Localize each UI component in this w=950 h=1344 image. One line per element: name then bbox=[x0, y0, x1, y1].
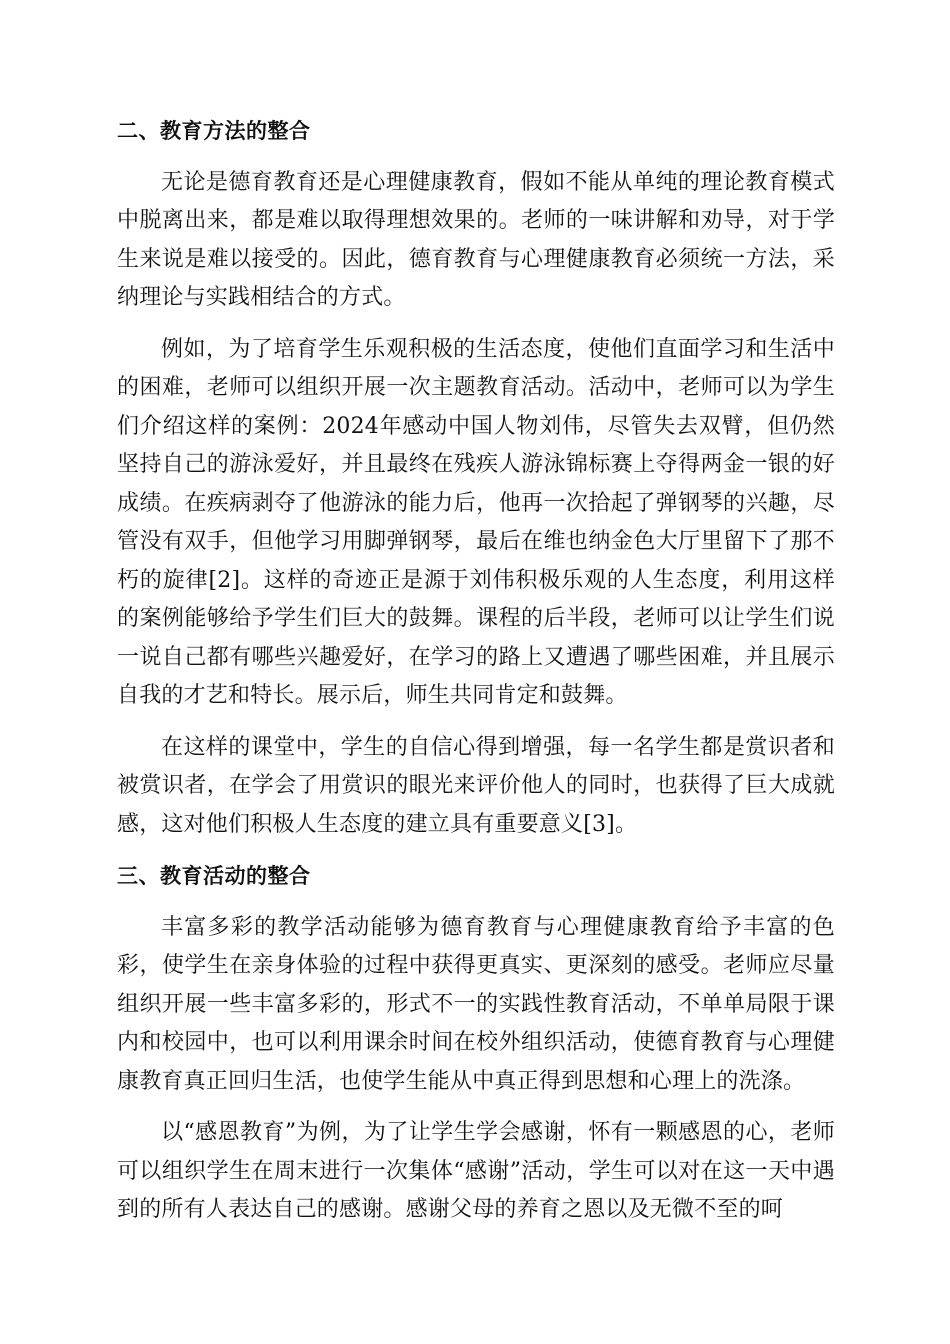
section-heading-teaching-activities: 三、教育活动的整合 bbox=[117, 864, 311, 888]
document-body bbox=[117, 112, 835, 1243]
paragraph-activities-example: 以“感恩教育”为例，为了让学生学会感谢，怀有一颗感恩的心，老师可以组织学生在周末进行一次集体“感谢”活动，学生可以对在这一天中遇到的所有人表达自己的感谢。感谢父母的养育之恩以及无微不至的呵 bbox=[117, 1120, 835, 1222]
paragraph-methods-example: 例如，为了培育学生乐观积极的生活态度，使他们直面学习和生活中的困难，老师可以组织开展一次主题教育活动。活动中，老师可以为学生们介绍这样的案例：2024年感动中国人物刘伟，尽管失去双臂，但仍然坚持自己的游泳爱好，并且最终在残疾人游泳锦标赛上夺得两金一银的好成绩。在疾病剥夺了他游泳的能力后，他再一次拾起了弹钢琴的兴趣，尽管没有双手，但他学习用脚弹钢琴，最后在维也纳金色大厅里留下了那不朽的旋律[2]。这样的奇迹正是源于刘伟积极乐观的人生态度，利用这样的案例能够给予学生们巨大的鼓舞。课程的后半段，老师可以让学生们说一说自己都有哪些兴趣爱好，在学习的路上又遭遇了哪些困难，并且展示自我的才艺和特长。展示后，师生共同肯定和鼓舞。 bbox=[117, 336, 835, 708]
paragraph-activities-intro: 丰富多彩的教学活动能够为德育教育与心理健康教育给予丰富的色彩，使学生在亲身体验的过程中获得更真实、更深刻的感受。老师应尽量组织开展一些丰富多彩的，形式不一的实践性教育活动，不单单局限于课内和校园中，也可以利用课余时间在校外组织活动，使德育教育与心理健康教育真正回归生活，也使学生能从中真正得到思想和心理上的洗涤。 bbox=[117, 914, 835, 1094]
paragraph-methods-intro: 无论是德育教育还是心理健康教育，假如不能从单纯的理论教育模式中脱离出来，都是难以取得理想效果的。老师的一味讲解和劝导，对于学生来说是难以接受的。因此，德育教育与心理健康教育必须统一方法，采纳理论与实践相结合的方式。 bbox=[117, 169, 835, 310]
paragraph-methods-conclusion: 在这样的课堂中，学生的自信心得到增强，每一名学生都是赏识者和被赏识者，在学会了用赏识的眼光来评价他人的同时，也获得了巨大成就感，这对他们积极人生态度的建立具有重要意义[3]。 bbox=[117, 734, 835, 837]
section-heading-teaching-methods: 二、教育方法的整合 bbox=[117, 119, 311, 143]
